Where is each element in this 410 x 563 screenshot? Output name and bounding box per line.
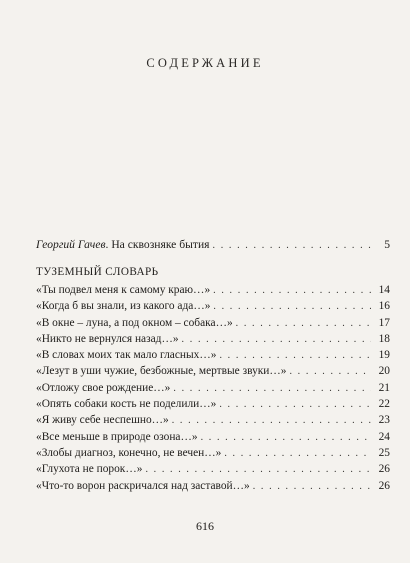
toc-entry-page: 24: [378, 430, 390, 443]
leader-dots: [213, 239, 372, 253]
toc-entry: [36, 347, 390, 363]
toc-entry: [36, 363, 390, 379]
toc-entry-page: 25: [378, 446, 390, 459]
toc-intro-entry: [36, 238, 390, 253]
toc-entry-page: 19: [378, 349, 390, 362]
toc-entry-page: 18: [378, 332, 390, 345]
toc-entry: [36, 380, 390, 396]
toc-entry-page: 20: [378, 365, 390, 378]
toc-entry-title: «В словах моих так мало гласных…»: [36, 349, 217, 362]
toc-entry-page: 21: [378, 381, 390, 394]
contents-heading: СОДЕРЖАНИЕ: [146, 56, 264, 70]
toc-entry-title: «Что-то ворон раскричался над заставой…»: [36, 479, 250, 492]
section-title: ТУЗЕМНЫЙ СЛОВАРЬ: [36, 266, 159, 278]
leader-dots: [182, 332, 371, 348]
toc-entry-title: «Злобы диагноз, конечно, не вечен…»: [36, 446, 222, 459]
leader-dots: [253, 479, 371, 495]
page-number: 616: [196, 519, 214, 533]
toc-entry-page: 14: [378, 284, 390, 296]
toc-entry-list: [36, 282, 390, 494]
leader-dots: [219, 397, 371, 413]
toc-entry: [36, 461, 390, 477]
toc-entry-page: 23: [378, 414, 390, 427]
toc-entry: [36, 429, 390, 445]
leader-dots: [224, 446, 371, 462]
leader-dots: [213, 299, 371, 315]
toc-entry: [36, 412, 390, 428]
toc-entry-page: 16: [378, 300, 390, 313]
toc-entry-page: 26: [378, 463, 390, 476]
leader-dots: [213, 283, 371, 299]
toc-entry-title: «Когда б вы знали, из какого ада…»: [36, 300, 211, 313]
toc-entry-page: 17: [378, 316, 390, 329]
toc-entry-title: «Я живу себе неспешно…»: [36, 414, 169, 427]
toc-entry: [36, 282, 390, 298]
toc-intro-label: Георгий Гачев. На сквозняке бытия: [36, 238, 210, 251]
leader-dots: [173, 381, 371, 397]
toc-entry-title: «Глухота не порок…»: [36, 463, 143, 476]
toc-entry: [36, 445, 390, 461]
leader-dots: [236, 316, 371, 332]
leader-dots: [219, 348, 371, 364]
leader-dots: [172, 413, 371, 429]
toc-entry-title: «Никто не вернулся назад…»: [36, 332, 179, 345]
toc-section: [36, 265, 390, 494]
leader-dots: [201, 430, 371, 446]
toc-entry-title: «Лезут в уши чужие, безбожные, мертвые звуки…»: [36, 365, 287, 378]
toc-intro-page: 5: [384, 238, 390, 251]
leader-dots: [145, 462, 371, 478]
toc-entry-page: 26: [378, 479, 390, 492]
toc-entry-page: 22: [378, 398, 390, 411]
toc-entry: [36, 478, 390, 494]
toc-intro-title: На сквозняке бытия: [111, 238, 210, 251]
leader-dots: [289, 364, 371, 380]
toc-entry-title: «Все меньше в природе озона…»: [36, 430, 198, 443]
toc-entry: [36, 331, 390, 347]
toc-intro-author: Георгий Гачев: [36, 238, 106, 251]
toc-entry-title: «Отложу свое рождение…»: [36, 381, 171, 394]
toc-entry-title: «Ты подвел меня к самому краю…»: [36, 284, 211, 296]
toc-entry: [36, 298, 390, 314]
toc-entry-title: «В окне – луна, а под окном – собака…»: [36, 316, 233, 329]
toc-entry-title: «Опять собаки кость не поделили…»: [36, 398, 217, 411]
toc-entry: [36, 315, 390, 331]
toc-entry: [36, 396, 390, 412]
